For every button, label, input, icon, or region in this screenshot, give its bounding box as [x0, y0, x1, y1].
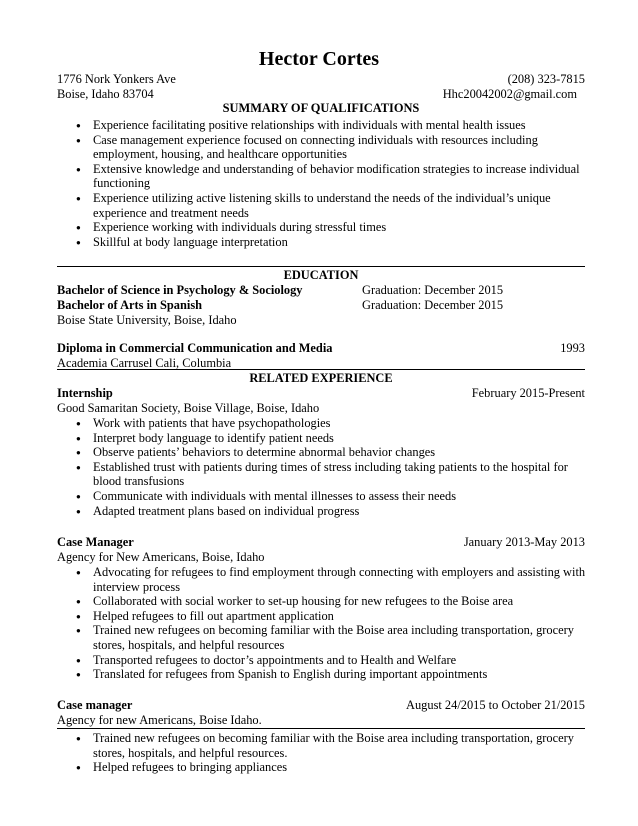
candidate-name: Hector Cortes: [258, 48, 380, 70]
list-item: ● Adapted treatment plans based on individual progress: [76, 504, 586, 519]
university: Boise State University, Boise, Idaho: [57, 313, 237, 327]
experience-divider: [57, 369, 585, 370]
list-item: ● Experience working with individuals during stressful times: [76, 220, 586, 235]
list-item: ● Interpret body language to identify patient needs: [76, 431, 586, 446]
summary-list: [76, 118, 586, 249]
list-item: ● Experience utilizing active listening skills to understand the needs of the individual’s unique experience and treatment needs: [76, 191, 586, 220]
job-dates: January 2013-May 2013: [463, 535, 585, 549]
contact-row-2: [57, 87, 585, 102]
degree-1: Bachelor of Science in Psychology & Sociology: [57, 283, 303, 297]
diploma-year: 1993: [560, 341, 585, 355]
list-item: ● Extensive knowledge and understanding of behavior modification strategies to increase individual functioning: [76, 162, 586, 191]
list-item: ● Helped refugees to bringing appliances: [76, 760, 586, 775]
address-line-2: Boise, Idaho 83704: [57, 87, 154, 101]
job-organization: Good Samaritan Society, Boise Village, Boise, Idaho: [57, 401, 320, 415]
education-divider: [57, 266, 585, 267]
phone-number: (208) 323-7815: [507, 72, 585, 86]
list-item: ● Transported refugees to doctor’s appointments and to Health and Welfare: [76, 653, 586, 668]
list-item: ● Work with patients that have psychopathologies: [76, 416, 586, 431]
address-line-1: 1776 Nork Yonkers Ave: [57, 72, 176, 86]
diploma-row: [57, 341, 585, 356]
experience-heading: RELATED EXPERIENCE: [249, 371, 393, 385]
job-header: [57, 535, 585, 550]
job-dates: February 2015-Present: [471, 386, 585, 400]
list-item: ● Communicate with individuals with mental illnesses to assess their needs: [76, 489, 586, 504]
list-item: ● Established trust with patients during times of stress including taking patients to the hospital for blood transfusions: [76, 460, 586, 489]
section-divider: [57, 728, 585, 729]
list-item: ● Trained new refugees on becoming familiar with the Boise area including transportation, grocery stores, hospitals, and helpful resources: [76, 623, 586, 652]
job-duties-list: [76, 416, 586, 518]
job-dates: August 24/2015 to October 21/2015: [406, 698, 585, 712]
degree-2-graduation: Graduation: December 2015: [362, 298, 504, 312]
degree-2: Bachelor of Arts in Spanish: [57, 298, 203, 312]
list-item: ● Collaborated with social worker to set-up housing for new refugees to the Boise area: [76, 594, 586, 609]
list-item: ● Helped refugees to fill out apartment application: [76, 609, 586, 624]
job-organization: Agency for new Americans, Boise Idaho.: [57, 713, 262, 727]
job-duties-list: [76, 565, 586, 682]
job-header: [57, 386, 585, 401]
list-item: ● Translated for refugees from Spanish to English during important appointments: [76, 667, 586, 682]
diploma: Diploma in Commercial Communication and Media: [57, 341, 333, 355]
email-address: Hhc20042002@gmail.com: [442, 87, 577, 101]
contact-row-1: [57, 72, 585, 87]
job-organization: Agency for New Americans, Boise, Idaho: [57, 550, 265, 564]
job-header: [57, 698, 585, 713]
education-heading: EDUCATION: [283, 268, 359, 282]
job-title: Internship: [57, 386, 113, 400]
list-item: ● Experience facilitating positive relationships with individuals with mental health issues: [76, 118, 586, 133]
academy: Academia Carrusel Cali, Columbia: [57, 356, 232, 370]
list-item: ● Trained new refugees on becoming familiar with the Boise area including transportation, grocery stores, hospitals, and helpful resources.: [76, 731, 586, 760]
list-item: ● Observe patients’ behaviors to determine abnormal behavior changes: [76, 445, 586, 460]
degree-1-graduation: Graduation: December 2015: [362, 283, 504, 297]
job-duties-list: [76, 731, 586, 775]
summary-heading: SUMMARY OF QUALIFICATIONS: [222, 101, 420, 115]
list-item: ● Skillful at body language interpretation: [76, 235, 586, 250]
job-title: Case manager: [57, 698, 133, 712]
job-title: Case Manager: [57, 535, 134, 549]
list-item: ● Advocating for refugees to find employment through connecting with employers and assisting with interview process: [76, 565, 586, 594]
list-item: ● Case management experience focused on connecting individuals with resources including employment, housing, and healthcare opportunities: [76, 133, 586, 162]
